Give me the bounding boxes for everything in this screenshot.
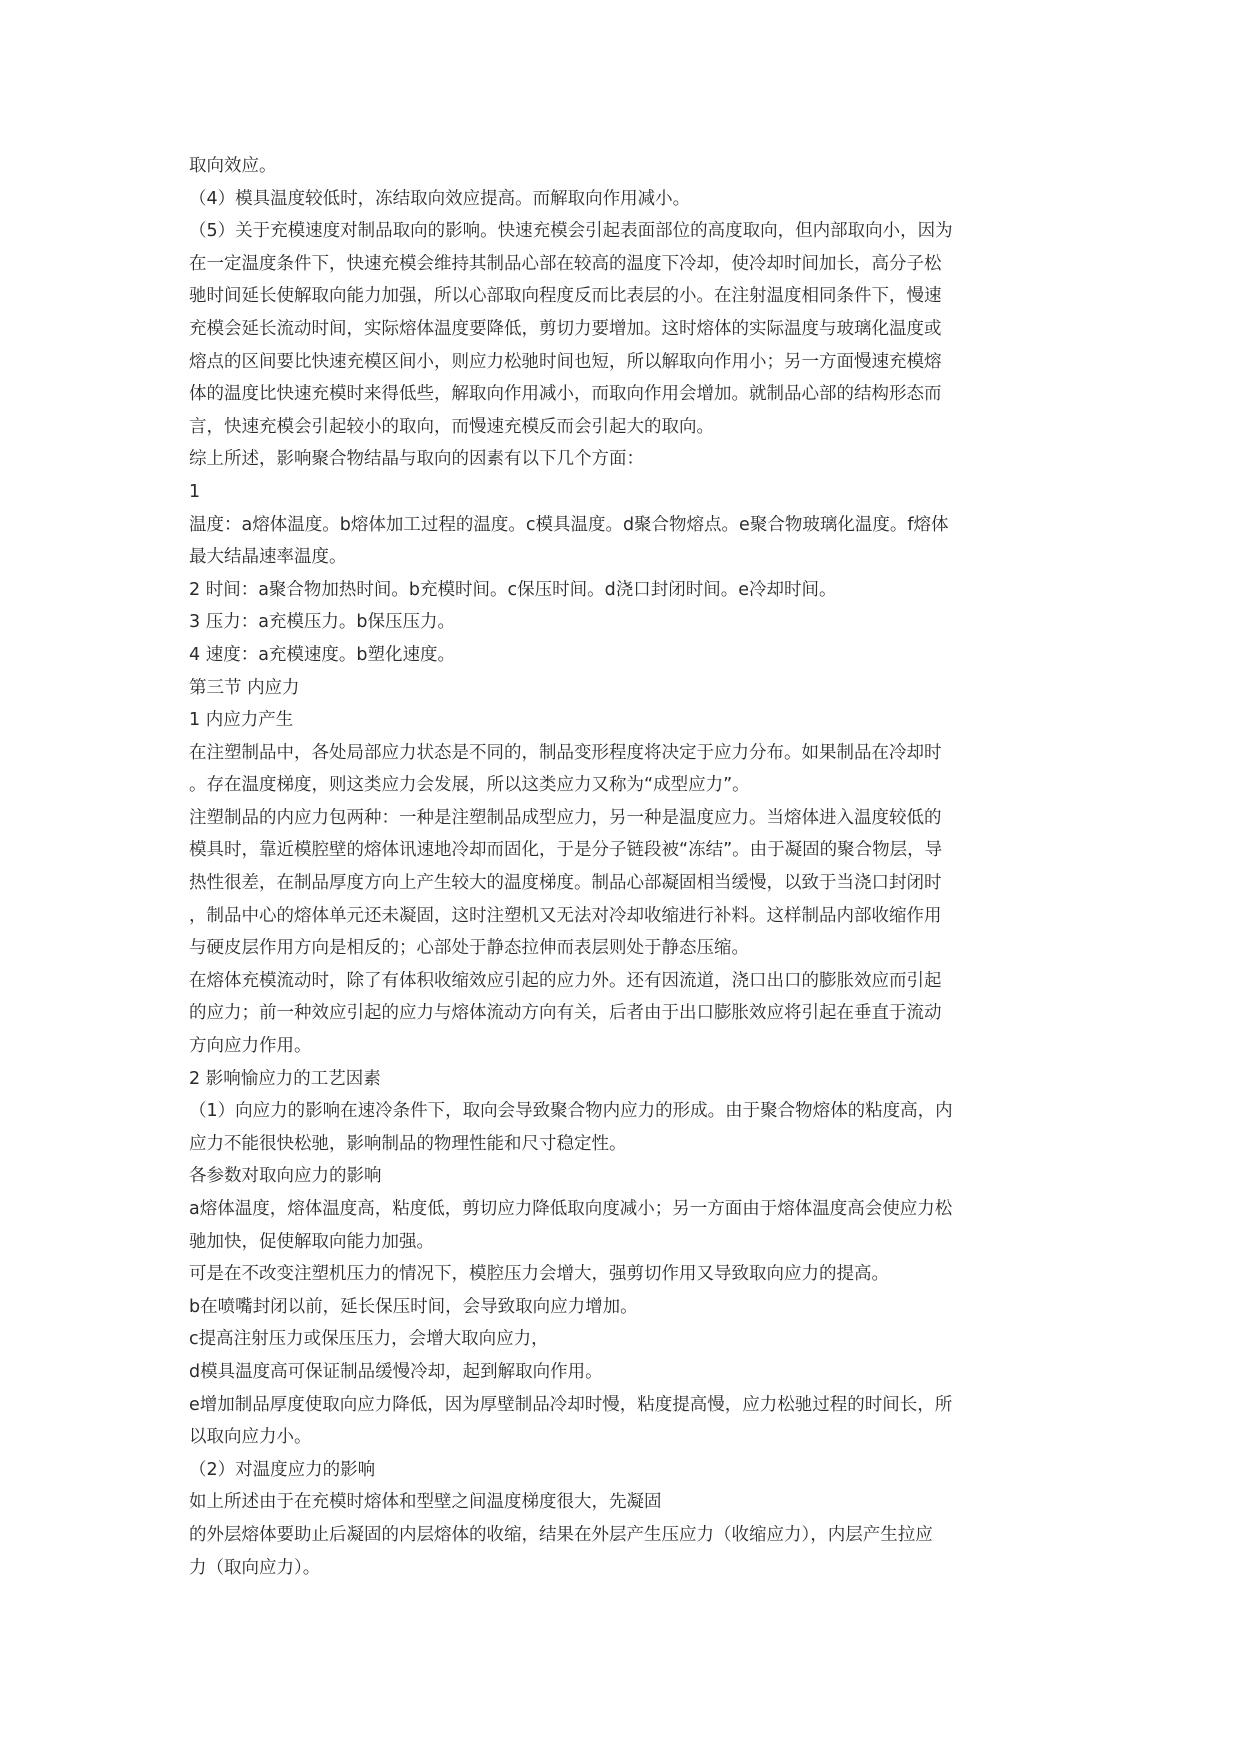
text-line: （5）关于充模速度对制品取向的影响。快速充模会引起表面部位的高度取向，但内部取向小，因为 xyxy=(189,221,953,242)
text-line: ，制品中心的熔体单元还未凝固，这时注塑机又无法对冷却收缩进行补料。这样制品内部收缩作用 xyxy=(189,905,942,926)
text-line: 取向效应。 xyxy=(189,156,277,176)
text-line: 体的温度比快速充模时来得低些，解取向作用减小，而取向作用会增加。就制品心部的结构形态而 xyxy=(189,384,942,405)
section-heading: 第三节 内应力 xyxy=(189,677,300,698)
text-line: 以取向应力小。 xyxy=(189,1427,312,1448)
text-line: 如上所述由于在充模时熔体和型壁之间温度梯度很大，先凝固 xyxy=(189,1492,662,1513)
text-line: 的外层熔体要助止后凝固的内层熔体的收缩，结果在外层产生压应力（收缩应力），内层产生拉应 xyxy=(189,1524,933,1545)
text-line: 充模会延长流动时间，实际熔体温度要降低，剪切力要增加。这时熔体的实际温度与玻璃化温度或 xyxy=(189,318,942,339)
text-line: 温度：a熔体温度。b熔体加工过程的温度。c模具温度。d聚合物熔点。e聚合物玻璃化温度。f熔体 xyxy=(189,514,949,535)
subsection-heading: 2 影响愉应力的工艺因素 xyxy=(189,1068,381,1089)
text-line: 热性很差，在制品厚度方向上产生较大的温度梯度。制品心部凝固相当缓慢，以致于当浇口封闭时 xyxy=(189,873,942,894)
text-line: 熔点的区间要比快速充模区间小，则应力松驰时间也短，所以解取向作用小；另一方面慢速充模熔 xyxy=(189,351,942,372)
text-line: c提高注射压力或保压压力，会增大取向应力， xyxy=(189,1329,549,1350)
text-line: 1 xyxy=(189,481,201,502)
subsection-heading: 1 内应力产生 xyxy=(189,710,294,731)
text-line: 驰加快，促使解取向能力加强。 xyxy=(189,1231,434,1252)
text-line: 在熔体充模流动时，除了有体积收缩效应引起的应力外。还有因流道，浇口出口的膨胀效应而引起 xyxy=(189,970,942,991)
document-page xyxy=(189,150,1059,1584)
text-line: d模具温度高可保证制品缓慢冷却，起到解取向作用。 xyxy=(189,1361,603,1382)
text-line: e增加制品厚度使取向应力降低，因为厚壁制品冷却时慢，粘度提高慢，应力松驰过程的时间长，所 xyxy=(189,1394,953,1415)
text-line: 各参数对取向应力的影响 xyxy=(189,1166,382,1187)
text-line: 最大结晶速率温度。 xyxy=(189,547,347,568)
text-line: 与硬皮层作用方向是相反的；心部处于静态拉伸而表层则处于静态压缩。 xyxy=(189,938,749,959)
text-line: 综上所述，影响聚合物结晶与取向的因素有以下几个方面： xyxy=(189,449,644,470)
text-line: 在注塑制品中，各处局部应力状态是不同的，制品变形程度将决定于应力分布。如果制品在冷却时 xyxy=(189,742,942,763)
text-line: （4）模具温度较低时，冻结取向效应提高。而解取向作用减小。 xyxy=(189,188,691,209)
text-line: 2 时间：a聚合物加热时间。b充模时间。c保压时间。d浇口封闭时间。e冷却时间。 xyxy=(189,579,837,600)
text-line: 在一定温度条件下，快速充模会维持其制品心部在较高的温度下冷却，使冷却时间加长，高分子松 xyxy=(189,253,942,274)
text-line: （1）向应力的影响在速冷条件下，取向会导致聚合物内应力的形成。由于聚合物熔体的粘度高，内 xyxy=(189,1101,953,1122)
text-line: 驰时间延长使解取向能力加强，所以心部取向程度反而比表层的小。在注射温度相同条件下，慢速 xyxy=(189,286,942,307)
text-line: 言，快速充模会引起较小的取向，而慢速充模反而会引起大的取向。 xyxy=(189,416,714,437)
text-line: 可是在不改变注塑机压力的情况下，模腔压力会增大，强剪切作用又导致取向应力的提高。 xyxy=(189,1264,889,1285)
text-line: 的应力；前一种效应引起的应力与熔体流动方向有关，后者由于出口膨胀效应将引起在垂直于流动 xyxy=(189,1003,942,1024)
text-line: 注塑制品的内应力包两种：一种是注塑制品成型应力，另一种是温度应力。当熔体进入温度较低的 xyxy=(189,807,942,828)
text-line: 应力不能很快松驰，影响制品的物理性能和尺寸稳定性。 xyxy=(189,1133,627,1154)
text-line: 。存在温度梯度，则这类应力会发展，所以这类应力又称为“成型应力”。 xyxy=(189,775,750,796)
text-line: 4 速度：a充模速度。b塑化速度。 xyxy=(189,644,456,665)
text-line: b在喷嘴封闭以前，延长保压时间，会导致取向应力增加。 xyxy=(189,1296,638,1317)
text-line: 方向应力作用。 xyxy=(189,1036,312,1057)
text-line: 3 压力：a充模压力。b保压压力。 xyxy=(189,612,456,633)
text-line: 模具时，靠近模腔壁的熔体讯速地冷却而固化，于是分子链段被“冻结”。由于凝固的聚合物层，导 xyxy=(189,840,943,861)
text-line: （2）对温度应力的影响 xyxy=(189,1459,376,1480)
text-line: a熔体温度，熔体温度高，粘度低，剪切应力降低取向度减小；另一方面由于熔体温度高会使应力松 xyxy=(189,1199,953,1219)
text-line: 力（取向应力）。 xyxy=(189,1557,321,1578)
